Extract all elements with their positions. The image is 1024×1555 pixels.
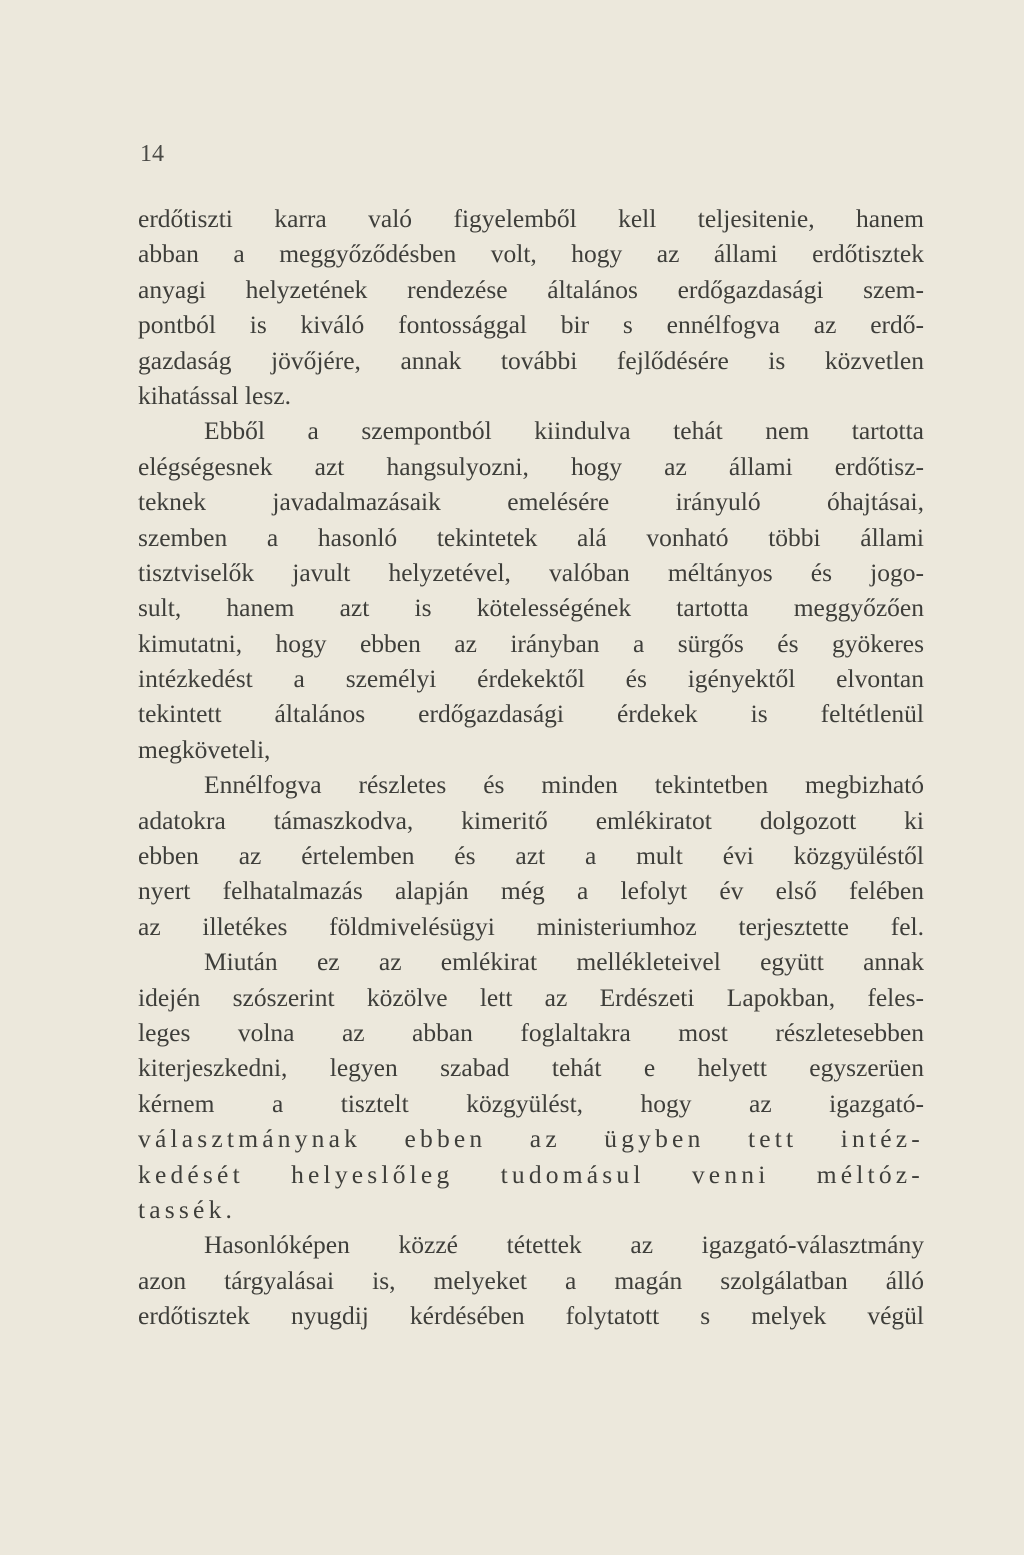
- page-number: 14: [140, 141, 164, 167]
- text-line: tekintett általános erdőgazdasági érdekek is feltétlenül: [138, 699, 924, 729]
- text-line: kiterjeszkedni, legyen szabad tehát e helyett egyszerüen: [138, 1053, 924, 1083]
- paragraph-start-line: Ebből a szempontból kiindulva tehát nem tartotta: [204, 416, 924, 446]
- text-line: nyert felhatalmazás alapján még a lefolyt év első felében: [138, 876, 924, 906]
- spaced-text-line: kedését helyeslőleg tudomásul venni méltóz-: [138, 1159, 924, 1189]
- text-line: erdőtisztek nyugdij kérdésében folytatott s melyek végül: [138, 1301, 924, 1331]
- text-line: intézkedést a személyi érdekektől és igényektől elvontan: [138, 664, 924, 694]
- text-line: elégségesnek azt hangsulyozni, hogy az állami erdőtisz-: [138, 451, 924, 481]
- text-line: idején szószerint közölve lett az Erdészeti Lapokban, feles-: [138, 982, 924, 1012]
- text-line: kimutatni, hogy ebben az irányban a sürgős és gyökeres: [138, 628, 924, 658]
- text-line: tisztviselők javult helyzetével, valóban méltányos és jogo-: [138, 557, 924, 587]
- text-line: abban a meggyőződésben volt, hogy az állami erdőtisztek: [138, 239, 924, 269]
- text-line: megköveteli,: [138, 734, 271, 764]
- text-line: anyagi helyzetének rendezése általános erdőgazdasági szem-: [138, 274, 924, 304]
- paragraph-start-line: Miután ez az emlékirat mellékleteivel együtt annak: [204, 947, 924, 977]
- text-line: gazdaság jövőjére, annak további fejlődésére is közvetlen: [138, 345, 924, 375]
- text-line: sult, hanem azt is kötelességének tartotta meggyőzően: [138, 593, 924, 623]
- text-line: azon tárgyalásai is, melyeket a magán szolgálatban álló: [138, 1265, 924, 1295]
- paragraph-start-line: Ennélfogva részletes és minden tekintetben megbizható: [204, 770, 924, 800]
- text-line: teknek javadalmazásaik emelésére irányuló óhajtásai,: [138, 487, 924, 517]
- text-line: leges volna az abban foglaltakra most részletesebben: [138, 1017, 924, 1047]
- text-line: kérnem a tisztelt közgyülést, hogy az igazgató-: [138, 1088, 924, 1118]
- paragraph-start-line: Hasonlóképen közzé tétettek az igazgató-választmány: [204, 1230, 924, 1260]
- spaced-text-line: választmánynak ebben az ügyben tett intéz-: [138, 1124, 924, 1154]
- text-line: szemben a hasonló tekintetek alá vonható többi állami: [138, 522, 924, 552]
- body-text: [138, 201, 924, 1334]
- text-line: pontból is kiváló fontossággal bir s ennélfogva az erdő-: [138, 310, 924, 340]
- text-line: adatokra támaszkodva, kimeritő emlékiratot dolgozott ki: [138, 805, 924, 835]
- text-line: az illetékes földmivelésügyi ministeriumhoz terjesztette fel.: [138, 911, 924, 941]
- spaced-text-line: tassék.: [138, 1194, 237, 1224]
- text-line: kihatással lesz.: [138, 380, 291, 410]
- text-line: erdőtiszti karra való figyelemből kell teljesitenie, hanem: [138, 204, 924, 233]
- text-line: ebben az értelemben és azt a mult évi közgyüléstől: [138, 841, 924, 871]
